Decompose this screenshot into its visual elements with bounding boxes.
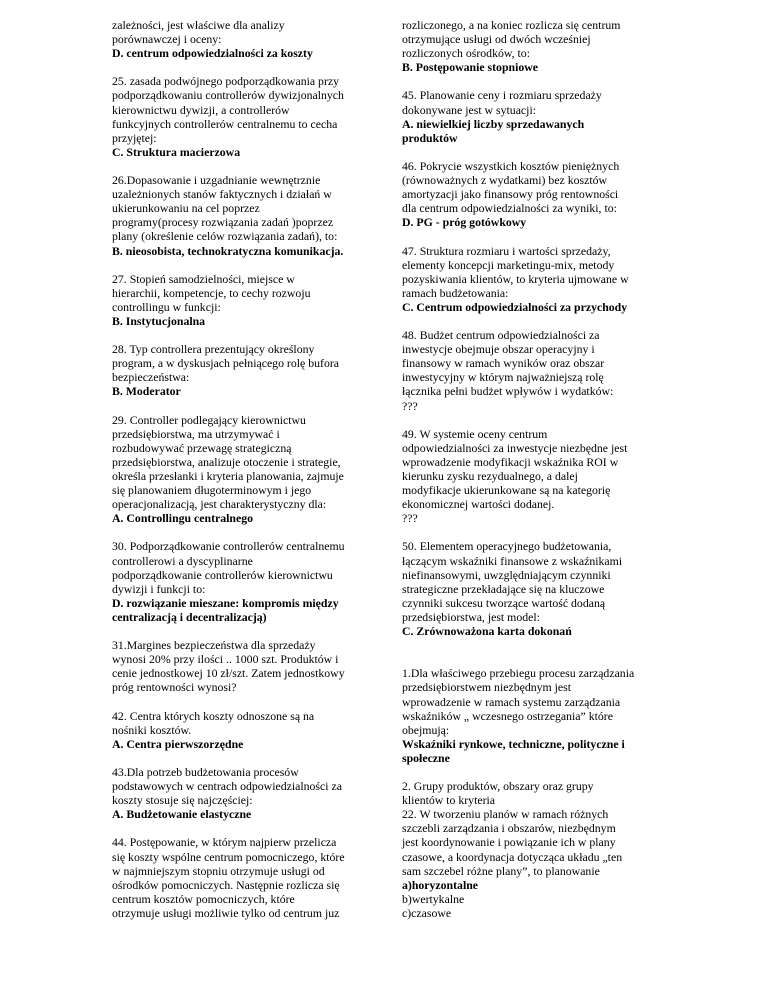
question-text-line: 42. Centra których koszty odnoszone są na xyxy=(112,708,315,723)
question-text-line: wskaźników „ wczesnego ostrzegania” które xyxy=(402,708,613,723)
option-line: c)czasowe xyxy=(402,905,452,920)
question-text-line: 26.Dopasowanie i uzgadnianie wewnętrznie xyxy=(112,173,321,188)
question-text-line: kierownictwu dywizji, a controllerów xyxy=(112,102,290,117)
answer-text-line: D. centrum odpowiedzialności za koszty xyxy=(112,46,313,61)
question-text-line: dla centrum odpowiedzialności za wyniki, to: xyxy=(402,201,617,216)
question-text-line: 28. Typ controllera prezentujący określony xyxy=(112,342,315,357)
question-text-line: podporządkowaniu controllerów dywizjonalnych xyxy=(112,88,344,103)
question-text-line: inwestycje obejmuje obszar operacyjny i xyxy=(402,342,595,357)
question-text-line: 46. Pokrycie wszystkich kosztów pieniężnych xyxy=(402,158,620,173)
question-text-line: funkcyjnych controllerów centralnemu to cecha xyxy=(112,116,338,131)
question-text-line: się koszty wspólne centrum pomocniczego, które xyxy=(112,849,345,864)
question-text-line: przedsiębiorstwa, jest model: xyxy=(402,609,540,624)
question-block xyxy=(402,807,652,920)
question-text-line: rozbudowywać przewagę strategiczną xyxy=(112,440,292,455)
question-text-line: kierunku zysku rezydualnego, a dalej xyxy=(402,469,578,483)
question-text-line: 27. Stopień samodzielności, miejsce w xyxy=(112,271,295,286)
question-text-line: ukierunkowaniu na cel poprzez xyxy=(112,201,260,216)
question-text-line: 49. W systemie oceny centrum xyxy=(402,426,548,441)
question-text-line: podstawowych w centrach odpowiedzialności za xyxy=(112,779,342,794)
question-text-line: wprowadzenie w ramach systemu zarządzania xyxy=(402,694,621,709)
question-text-line: 29. Controller podlegający kierownictwu xyxy=(112,412,306,427)
question-text-line: rozliczonych ośrodków, to: xyxy=(402,46,530,61)
answer-text-line: C. Struktura macierzowa xyxy=(112,144,241,159)
question-text-line: 43.Dla potrzeb budżetowania procesów xyxy=(112,764,299,779)
question-text-line: próg rentowności wynosi? xyxy=(112,680,237,695)
question-text-line: uzależnionych stanów faktycznych i działań w xyxy=(112,187,332,202)
question-block xyxy=(112,413,368,526)
question-block xyxy=(402,159,652,229)
question-text-line: porównawczej i oceny: xyxy=(112,32,222,47)
question-text-line: 1.Dla właściwego przebiegu procesu zarządzania xyxy=(402,666,635,681)
question-block xyxy=(402,539,652,638)
question-text-line: 30. Podporządkowanie controllerów centralnemu xyxy=(112,539,345,554)
question-text-line: (równoważnych z wydatkami) bez kosztów xyxy=(402,173,608,188)
left-column xyxy=(112,18,368,934)
question-text-line: ??? xyxy=(402,398,418,413)
question-text-line: zależności, jest właściwe dla analizy xyxy=(112,18,285,32)
question-text-line: controllingu w funkcji: xyxy=(112,299,221,314)
question-text-line: wynosi 20% przy ilości .. 1000 szt. Produktów i xyxy=(112,652,339,667)
answer-text-line: B. nieosobista, technokratyczna komunikacja. xyxy=(112,243,344,258)
answer-text-line: A. Centra pierwszorzędne xyxy=(112,736,244,751)
question-block xyxy=(402,666,652,765)
answer-text-line: A. Budżetowanie elastyczne xyxy=(112,807,252,822)
answer-text-line: C. Centrum odpowiedzialności za przychody xyxy=(402,299,628,314)
question-text-line: ekonomicznej wartości dodanej. xyxy=(402,497,555,512)
question-text-line: 25. zasada podwójnego podporządkowania przy xyxy=(112,74,340,89)
question-text-line: obejmują: xyxy=(402,722,450,737)
question-block xyxy=(112,765,368,821)
question-text-line: odpowiedzialności za inwestycje niezbędne jest xyxy=(402,440,628,455)
question-block xyxy=(112,835,368,920)
question-text-line: amortyzacji jako finansowy próg rentowności xyxy=(402,187,619,202)
question-text-line: przedsiębiorstwa, analizuje otoczenie i strategie, xyxy=(112,454,341,469)
question-text-line: modyfikacje ukierunkowane są na kategorię xyxy=(402,483,611,498)
answer-text-line: D. rozwiązanie mieszane: kompromis między xyxy=(112,595,339,610)
question-block xyxy=(402,427,652,526)
question-text-line: programy(procesy rozwiązania zadań )poprzez xyxy=(112,215,334,230)
question-block xyxy=(402,328,652,413)
question-text-line: bezpieczeństwa: xyxy=(112,370,190,385)
question-text-line: 45. Planowanie ceny i rozmiaru sprzedaży xyxy=(402,88,602,103)
question-block xyxy=(112,709,368,751)
question-text-line: czasowe, a koordynacja dotycząca układu „ten xyxy=(402,849,623,864)
question-text-line: podporządkowanie controllerów kierownictwu xyxy=(112,567,333,582)
question-text-line: określa przesłanki i kryteria planowania, zajmuje xyxy=(112,469,344,483)
question-text-line: wprowadzenie modyfikacji wskaźnika ROI w xyxy=(402,454,619,469)
question-text-line: rozliczonego, a na koniec rozlicza się centrum xyxy=(402,18,621,32)
question-text-line: 22. W tworzeniu planów w ramach różnych xyxy=(402,807,609,822)
question-text-line: finansowy w ramach wyników oraz obszar xyxy=(402,356,605,371)
question-text-line: ramach budżetowania: xyxy=(402,285,509,300)
question-block xyxy=(112,539,368,624)
answer-text-line: B. Postępowanie stopniowe xyxy=(402,60,538,75)
question-text-line: ośrodków pomocniczych. Następnie rozlicza się xyxy=(112,877,340,892)
question-text-line: przedsiębiorstwem niezbędnym jest xyxy=(402,680,572,695)
question-text-line: inwestycyjny w którym najważniejszą rolę xyxy=(402,370,604,385)
question-text-line: 48. Budżet centrum odpowiedzialności za xyxy=(402,328,600,343)
question-text-line: 50. Elementem operacyjnego budżetowania, xyxy=(402,539,612,554)
question-text-line: łączącym wskaźniki finansowe z wskaźnikami xyxy=(402,553,623,568)
question-text-line: dokonywane jest w sytuacji: xyxy=(402,102,536,117)
answer-text-line: D. PG - próg gotówkowy xyxy=(402,215,527,230)
question-text-line: program, a w dyskusjach pełniącego rolę bufora xyxy=(112,356,340,371)
question-text-line: przyjętej: xyxy=(112,130,157,145)
question-text-line: pozyskiwania klientów, to kryteria ujmowane w xyxy=(402,271,629,286)
question-text-line: sam szczebel różne plany”, to planowanie xyxy=(402,863,600,878)
question-block xyxy=(402,88,652,144)
answer-text-line: A. niewielkiej liczby sprzedawanych xyxy=(402,116,585,131)
question-block xyxy=(112,18,368,60)
answer-text-line: społeczne xyxy=(402,750,450,765)
question-text-line: nośniki kosztów. xyxy=(112,722,192,737)
question-text-line: plany (określenie celów rozwiązania zadań), to: xyxy=(112,229,338,244)
question-block xyxy=(112,342,368,398)
question-block xyxy=(112,638,368,694)
question-text-line: 31.Margines bezpieczeństwa dla sprzedaży xyxy=(112,638,316,653)
answer-text-line: Wskaźniki rynkowe, techniczne, polityczne i xyxy=(402,736,625,751)
answer-text-line: A. Controllingu centralnego xyxy=(112,511,254,526)
question-text-line: klientów to kryteria xyxy=(402,793,496,808)
question-text-line: przedsiębiorstwa, ma utrzymywać i xyxy=(112,426,280,441)
answer-text-line: B. Instytucjonalna xyxy=(112,313,206,328)
question-block xyxy=(402,18,652,74)
answer-text-line: C. Zrównoważona karta dokonań xyxy=(402,624,572,639)
right-column xyxy=(402,18,652,934)
question-text-line: otrzymujące usługi od dwóch wcześniej xyxy=(402,32,591,47)
question-text-line: dywizji i funkcji to: xyxy=(112,581,206,596)
question-text-line: 47. Struktura rozmiaru i wartości sprzedaży, xyxy=(402,243,611,258)
question-text-line: strategiczne przekładające się na kluczowe xyxy=(402,581,605,596)
question-text-line: operacjonalizacją, jest charakterystyczny dla: xyxy=(112,497,327,512)
question-text-line: koszty stosuje się najczęściej: xyxy=(112,793,253,808)
question-text-line: łącznika pełni budżet wpływów i wydatków: xyxy=(402,384,614,399)
option-line: a)horyzontalne xyxy=(402,877,479,892)
answer-text-line: produktów xyxy=(402,130,458,145)
question-text-line: cenie jednostkowej 10 zł/szt. Zatem jednostkowy xyxy=(112,666,345,681)
question-text-line: controllerowi a dyscyplinarne xyxy=(112,553,253,568)
question-text-line: szczebli zarządzania i obszarów, niezbędnym xyxy=(402,821,616,836)
question-text-line: w najmniejszym stopniu otrzymuje usługi od xyxy=(112,863,325,878)
option-line: b)wertykalne xyxy=(402,891,465,906)
question-text-line: jest koordynowanie i powiązanie ich w plany xyxy=(402,835,616,850)
question-text-line: hierarchii, kompetencje, to cechy rozwoju xyxy=(112,285,311,300)
question-text-line: niefinansowymi, uwzględniającym czynniki xyxy=(402,567,611,582)
question-text-line: otrzymuje usługi możliwie tylko od centrum juz xyxy=(112,905,340,920)
question-text-line: 44. Postępowanie, w którym najpierw przelicza xyxy=(112,835,337,850)
answer-text-line: centralizacją i decentralizacją) xyxy=(112,609,267,624)
question-text-line: się planowaniem długoterminowym i jego xyxy=(112,483,312,498)
question-block xyxy=(112,173,368,258)
question-text-line: ??? xyxy=(402,511,418,526)
question-text-line: elementy koncepcji marketingu-mix, metody xyxy=(402,257,615,272)
question-text-line: centrum kosztów pomocniczych, które xyxy=(112,891,295,906)
question-block xyxy=(112,74,368,159)
question-block xyxy=(402,779,652,807)
question-block xyxy=(402,244,652,314)
question-block xyxy=(112,272,368,328)
question-text-line: 2. Grupy produktów, obszary oraz grupy xyxy=(402,779,594,794)
answer-text-line: B. Moderator xyxy=(112,384,181,399)
question-text-line: czynniki sukcesu tworzące wartość dodaną xyxy=(402,595,606,610)
